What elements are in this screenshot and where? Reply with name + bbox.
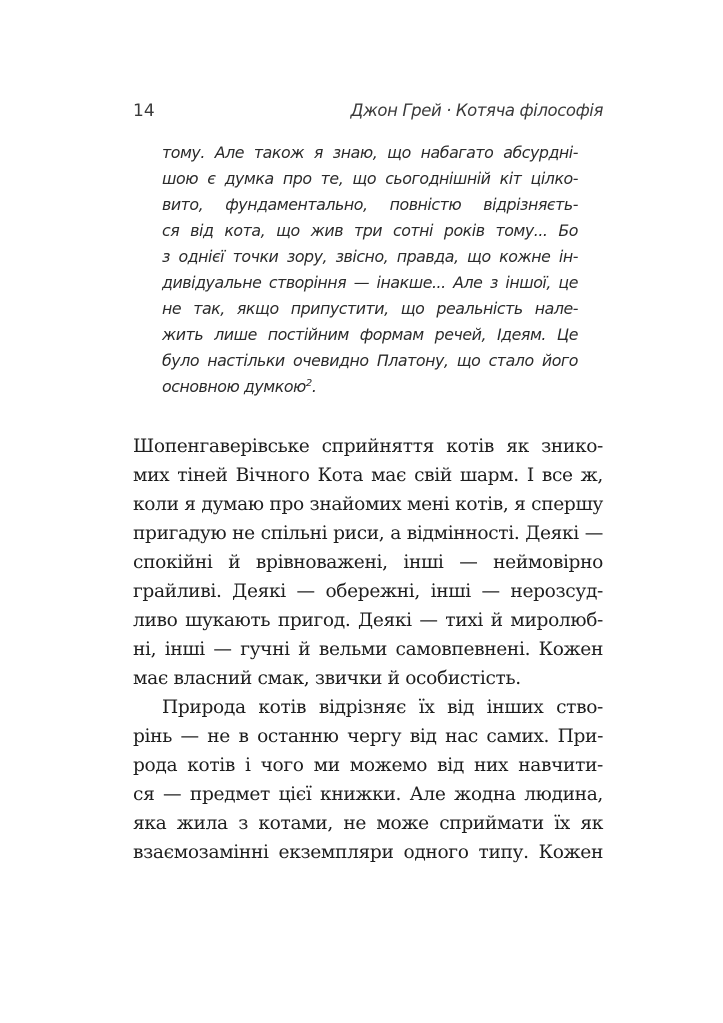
footnote-reference[interactable]: 2: [305, 378, 312, 389]
paragraph-1-line: пригадую не спільні риси, а відмінності. Деякі —: [133, 523, 603, 544]
running-title: Джон Грей · Котяча філософія: [350, 101, 603, 120]
quote-line: ся від кота, що жив три сотні років тому... Бо: [162, 221, 578, 240]
paragraph-2-line: яка жила з котами, не може сприймати їх як: [133, 813, 603, 834]
body-text: [133, 432, 603, 867]
quote-last-line: [162, 374, 578, 400]
paragraph-2-line: взаємозамінні екземпляри одного типу. Кожен: [133, 842, 603, 863]
quote-line: жить лише постійним формам речей, Ідеям. Це: [162, 325, 578, 344]
paragraph-1-line: спокійні й врівноважені, інші — неймовірно: [133, 552, 603, 573]
quote-line: було настільки очевидно Платону, що стало його: [162, 351, 578, 370]
paragraph-1-line: грайливі. Деякі — обережні, інші — нерозсуд-: [133, 581, 603, 602]
block-quote: [162, 140, 578, 400]
quote-line: дивідуальне створіння — інакше... Але з іншої, це: [162, 273, 578, 292]
paragraph-2-line: рінь — не в останню чергу від нас самих. При-: [133, 726, 603, 747]
quote-line: не так, якщо припустити, що реальність нале-: [162, 299, 578, 318]
quote-line: тому. Але також я знаю, що набагато абсурдні-: [162, 143, 578, 162]
paragraph-2-line: ся — предмет цієї книжки. Але жодна людина,: [133, 784, 603, 805]
paragraph-1-line: Шопенгаверівське сприйняття котів як знико-: [133, 436, 603, 457]
quote-last-punct: .: [311, 377, 317, 396]
page-number: 14: [133, 101, 155, 121]
paragraph-1-line: коли я думаю про знайомих мені котів, я спершу: [133, 494, 603, 515]
paragraph-2-line: рода котів і чого ми можемо від них навчити-: [133, 755, 603, 776]
paragraph-2-line: Природа котів відрізняє їх від інших ство-: [162, 697, 603, 718]
paragraph-1-line: має власний смак, звички й особистість.: [133, 668, 521, 689]
paragraph-1-line: ливо шукають пригод. Деякі — тихі й миролюб-: [133, 610, 603, 631]
paragraph-1-line: мих тіней Вічного Кота має свій шарм. І все ж,: [133, 465, 603, 486]
quote-line: з однієї точки зору, звісно, правда, що кожне ін-: [162, 247, 578, 266]
paragraph-1-line: ні, інші — гучні й вельми самовпевнені. Кожен: [133, 639, 603, 660]
quote-last-text: основною думкою: [162, 377, 306, 396]
running-header: [133, 98, 603, 124]
quote-line: вито, фундаментально, повністю відрізняєть-: [162, 195, 578, 214]
quote-line: шою є думка про те, що сьогоднішній кіт цілко-: [162, 169, 578, 188]
